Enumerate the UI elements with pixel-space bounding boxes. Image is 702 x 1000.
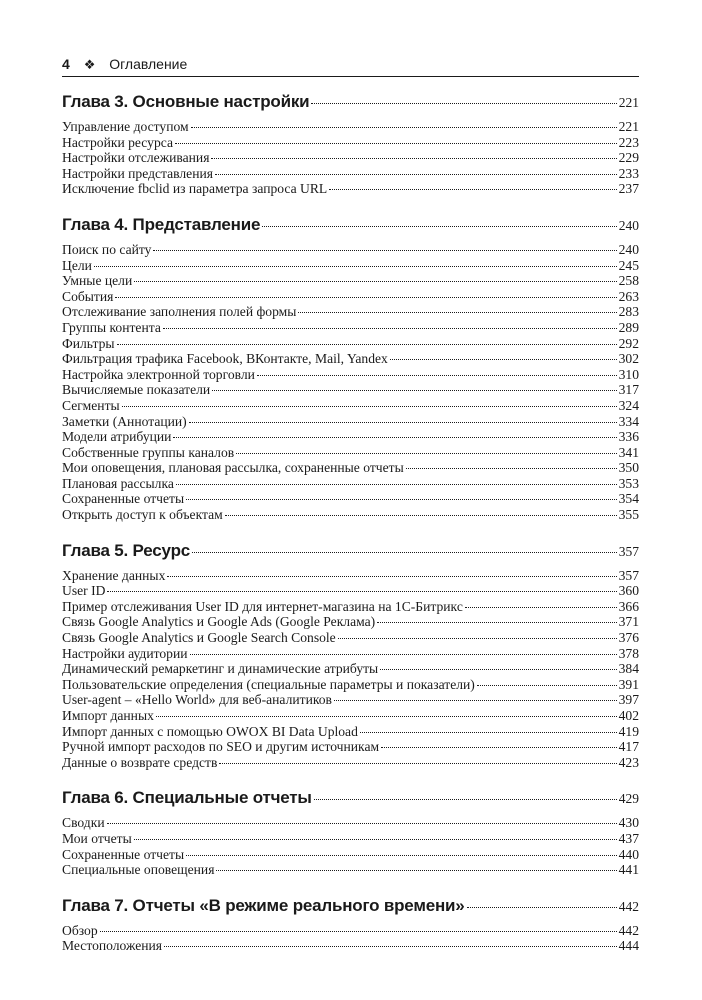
entry-page-number: 437 (618, 830, 639, 846)
entry-title: Плановая рассылка (62, 475, 174, 491)
dot-leader (175, 143, 617, 144)
toc-entry[interactable] (62, 181, 639, 197)
entry-page-number: 366 (618, 598, 639, 614)
entry-title: Отслеживание заполнения полей формы (62, 304, 297, 320)
entry-title: Поиск по сайту (62, 241, 152, 257)
dot-leader (381, 747, 617, 748)
entry-page-number: 310 (618, 366, 639, 382)
entry-page-number: 360 (618, 583, 639, 599)
entry-page-number: 430 (618, 815, 639, 831)
dot-leader (215, 174, 617, 175)
entry-page-number: 441 (618, 862, 639, 878)
toc-entry[interactable] (62, 708, 639, 724)
entry-page-number: 417 (618, 739, 639, 755)
toc-entry[interactable] (62, 614, 639, 630)
dot-leader (257, 375, 617, 376)
running-title: Оглавление (109, 56, 188, 72)
toc-entry[interactable] (62, 304, 639, 320)
chapter-title: Глава 4. Представление (62, 214, 261, 234)
entry-title: Пользовательские определения (специальные параметры и показатели) (62, 676, 475, 692)
entry-title: Данные о возврате средств (62, 754, 218, 770)
entry-title: Сохраненные отчеты (62, 846, 185, 862)
toc-entry[interactable] (62, 476, 639, 492)
chapter-heading[interactable] (62, 788, 639, 810)
toc-entry[interactable] (62, 507, 639, 523)
entry-title: Ручной импорт расходов по SEO и другим источникам (62, 739, 380, 755)
entry-page-number: 263 (618, 288, 639, 304)
entry-page-number: 402 (618, 708, 639, 723)
entry-page-number: 442 (618, 922, 639, 938)
entry-page-number: 440 (618, 846, 639, 862)
entry-title: Хранение данных (62, 567, 166, 583)
entry-page-number: 371 (618, 614, 639, 630)
toc-entry[interactable] (62, 460, 639, 476)
toc-entry[interactable] (62, 646, 639, 662)
entry-title: Сохраненные отчеты (62, 491, 185, 507)
entry-title: Настройки аудитории (62, 645, 188, 661)
toc-entry[interactable] (62, 677, 639, 693)
entry-title: Вычисляемые показатели (62, 382, 211, 398)
entry-title: Импорт данных с помощью OWOX BI Data Upload (62, 723, 358, 739)
entry-page-number: 292 (618, 335, 639, 351)
dot-leader (380, 669, 616, 670)
toc-entry[interactable] (62, 491, 639, 507)
entry-title: Умные цели (62, 273, 133, 289)
entry-title: Связь Google Analytics и Google Ads (Google Реклама) (62, 614, 376, 630)
entry-page-number: 341 (618, 444, 639, 460)
chapter-page-number: 442 (618, 898, 639, 914)
dot-leader (176, 484, 617, 485)
chapter-heading[interactable] (62, 92, 639, 114)
entry-page-number: 350 (618, 460, 639, 476)
entry-page-number: 240 (618, 241, 639, 257)
toc-entry[interactable] (62, 398, 639, 414)
dot-leader (465, 607, 617, 608)
entry-page-number: 391 (618, 676, 639, 692)
toc-entry[interactable] (62, 831, 639, 847)
toc-entry[interactable] (62, 568, 639, 584)
chapter-title: Глава 5. Ресурс (62, 540, 191, 560)
dot-leader (122, 406, 617, 407)
entry-page-number: 289 (618, 319, 639, 335)
dot-leader (477, 685, 617, 686)
chapter-page-number: 221 (618, 95, 639, 110)
toc-entry[interactable] (62, 320, 639, 336)
dot-leader (186, 499, 617, 500)
entry-page-number: 334 (618, 413, 639, 429)
dot-leader (329, 189, 616, 190)
entry-title: Импорт данных (62, 708, 154, 723)
entry-title: Группы контента (62, 319, 161, 335)
toc-entry[interactable] (62, 862, 639, 878)
toc-entry[interactable] (62, 351, 639, 367)
entry-title: Динамический ремаркетинг и динамические атрибуты (62, 661, 379, 677)
entry-title: Настройки представления (62, 165, 214, 181)
dot-leader (153, 250, 616, 251)
dot-leader (191, 127, 617, 128)
page-header (62, 56, 639, 77)
table-of-contents (62, 92, 639, 972)
entry-title: Фильтрация трафика Facebook, ВКонтакте, Mail, Yandex (62, 351, 388, 367)
dot-leader (156, 716, 617, 717)
dot-leader (190, 654, 617, 655)
dot-leader (406, 468, 617, 469)
toc-entry[interactable] (62, 242, 639, 258)
toc-entry[interactable] (62, 938, 639, 954)
chapter-page-number: 357 (618, 543, 639, 559)
dot-leader (107, 823, 617, 824)
entry-title: Исключение fbclid из параметра запроса URL (62, 181, 328, 197)
dot-leader (311, 103, 616, 104)
chapter-title: Глава 6. Специальные отчеты (62, 788, 312, 808)
dot-leader (107, 591, 616, 592)
entry-page-number: 353 (618, 475, 639, 491)
dot-leader (377, 622, 616, 623)
entry-page-number: 419 (618, 723, 639, 739)
chapter-block (62, 788, 639, 877)
entry-title: User ID (62, 583, 106, 599)
toc-entry[interactable] (62, 692, 639, 708)
dot-leader (219, 763, 616, 764)
dot-leader (390, 359, 617, 360)
toc-entry[interactable] (62, 445, 639, 461)
dot-leader (338, 638, 617, 639)
entry-title: Пример отслеживания User ID для интернет-магазина на 1С-Битрикс (62, 598, 463, 614)
dot-leader (211, 158, 616, 159)
entry-title: Сегменты (62, 397, 120, 413)
entry-page-number: 376 (618, 630, 639, 646)
entry-title: Заметки (Аннотации) (62, 413, 187, 429)
entry-page-number: 357 (618, 567, 639, 583)
page-number: 4 (62, 56, 70, 72)
dot-leader (189, 422, 617, 423)
entry-page-number: 302 (618, 351, 639, 367)
entry-title: Связь Google Analytics и Google Search Console (62, 630, 336, 646)
entry-page-number: 283 (618, 304, 639, 320)
dot-leader (100, 931, 617, 932)
toc-entry[interactable] (62, 599, 639, 615)
toc-entry[interactable] (62, 135, 639, 151)
toc-entry[interactable] (62, 661, 639, 677)
toc-entry[interactable] (62, 755, 639, 771)
entry-title: Обзор (62, 922, 98, 938)
toc-entry[interactable] (62, 336, 639, 352)
entry-title: Модели атрибуции (62, 429, 172, 445)
dot-leader (298, 312, 616, 313)
toc-entry[interactable] (62, 847, 639, 863)
toc-entry[interactable] (62, 815, 639, 831)
chapter-block (62, 896, 639, 954)
entry-page-number: 229 (618, 150, 639, 166)
entry-title: События (62, 288, 114, 304)
entry-title: Специальные оповещения (62, 862, 215, 878)
entry-page-number: 384 (618, 661, 639, 677)
entry-page-number: 233 (618, 165, 639, 181)
dot-leader (467, 907, 617, 908)
chapter-block (62, 215, 639, 523)
entry-page-number: 336 (618, 429, 639, 445)
entry-page-number: 354 (618, 491, 639, 507)
entry-page-number: 324 (618, 397, 639, 413)
chapter-heading[interactable] (62, 896, 639, 918)
entry-title: Настройка электронной торговли (62, 366, 255, 382)
chapter-heading[interactable] (62, 541, 639, 563)
dot-leader (117, 344, 617, 345)
entry-page-number: 237 (618, 181, 639, 197)
toc-entry[interactable] (62, 583, 639, 599)
toc-entry[interactable] (62, 273, 639, 289)
chapter-heading[interactable] (62, 215, 639, 237)
dot-leader (262, 226, 617, 227)
dot-leader (115, 297, 616, 298)
entry-page-number: 397 (618, 692, 639, 708)
dot-leader (164, 946, 617, 947)
entry-page-number: 444 (618, 938, 639, 954)
entry-title: Сводки (62, 815, 105, 831)
chapter-block (62, 92, 639, 197)
entry-title: Фильтры (62, 335, 115, 351)
toc-entry[interactable] (62, 382, 639, 398)
toc-entry[interactable] (62, 166, 639, 182)
entry-page-number: 223 (618, 134, 639, 150)
entry-title: Мои отчеты (62, 830, 132, 846)
dot-leader (94, 266, 617, 267)
dot-leader (360, 732, 617, 733)
chapter-page-number: 429 (618, 791, 639, 807)
entry-title: Местоположения (62, 938, 163, 954)
toc-entry[interactable] (62, 429, 639, 445)
chapter-title: Глава 7. Отчеты «В режиме реального времени» (62, 895, 465, 915)
entry-title: Цели (62, 257, 92, 273)
toc-entry[interactable] (62, 739, 639, 755)
toc-entry[interactable] (62, 724, 639, 740)
dot-leader (134, 281, 616, 282)
dot-leader (314, 799, 617, 800)
entry-title: Мои оповещения, плановая рассылка, сохраненные отчеты (62, 460, 404, 476)
entry-title: User-agent – «Hello World» для веб-аналитиков (62, 692, 332, 708)
dot-leader (167, 576, 616, 577)
entry-page-number: 245 (618, 257, 639, 273)
ornament-icon: ❖ (83, 57, 96, 72)
entry-page-number: 221 (618, 119, 639, 134)
dot-leader (212, 390, 616, 391)
toc-entry[interactable] (62, 289, 639, 305)
entry-title: Собственные группы каналов (62, 444, 235, 460)
toc-entry[interactable] (62, 367, 639, 383)
dot-leader (173, 437, 616, 438)
dot-leader (236, 453, 616, 454)
toc-entry[interactable] (62, 258, 639, 274)
entry-page-number: 317 (618, 382, 639, 398)
entry-title: Настройки ресурса (62, 134, 173, 150)
entry-page-number: 378 (618, 645, 639, 661)
dot-leader (186, 855, 617, 856)
toc-entry[interactable] (62, 150, 639, 166)
dot-leader (192, 552, 617, 553)
dot-leader (225, 515, 617, 516)
dot-leader (334, 700, 617, 701)
dot-leader (163, 328, 617, 329)
toc-entry[interactable] (62, 414, 639, 430)
entry-title: Управление доступом (62, 119, 189, 134)
entry-page-number: 355 (618, 507, 639, 523)
chapter-block (62, 541, 639, 771)
entry-page-number: 258 (618, 273, 639, 289)
toc-entry[interactable] (62, 630, 639, 646)
entry-title: Настройки отслеживания (62, 150, 210, 166)
toc-entry[interactable] (62, 923, 639, 939)
dot-leader (216, 870, 616, 871)
dot-leader (134, 839, 617, 840)
chapter-title: Глава 3. Основные настройки (62, 92, 310, 111)
entry-title: Открыть доступ к объектам (62, 507, 223, 523)
entry-page-number: 423 (618, 754, 639, 770)
toc-entry[interactable] (62, 119, 639, 135)
chapter-page-number: 240 (618, 217, 639, 233)
